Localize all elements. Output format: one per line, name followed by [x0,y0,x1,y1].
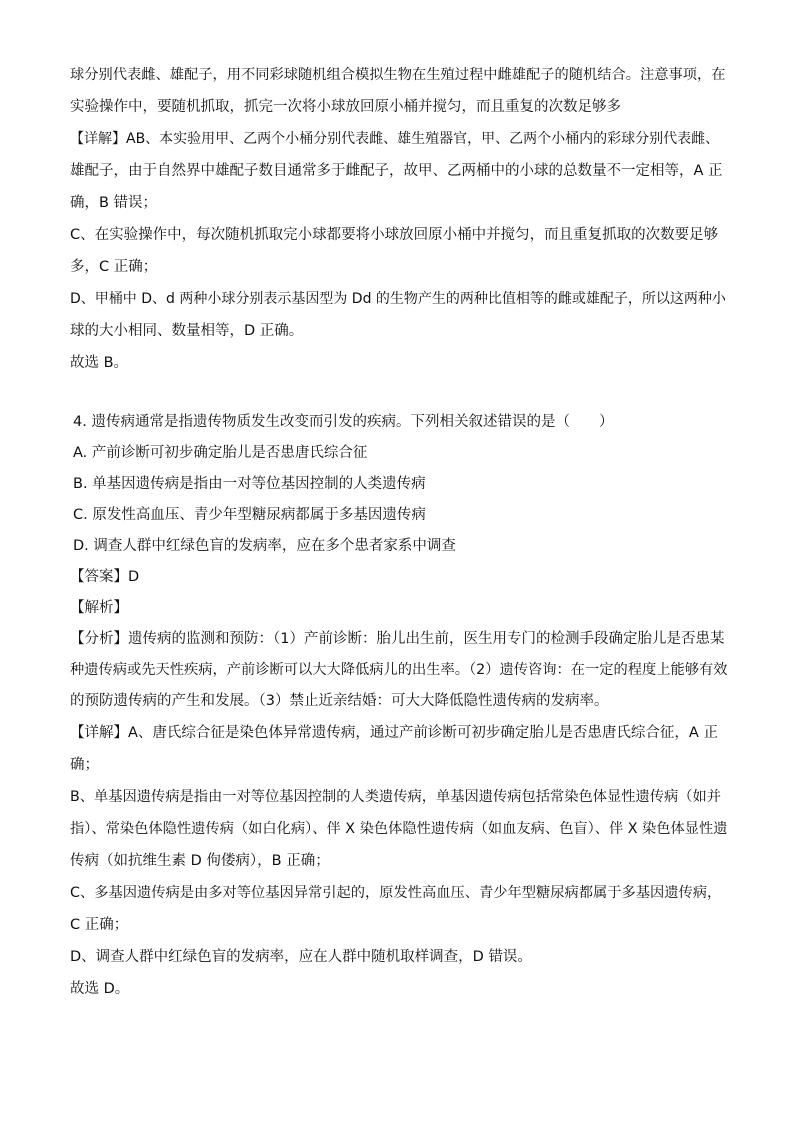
text-line: 故选 B。 [70,355,129,371]
text-line: C、多基因遗传病是由多对等位基因异常引起的，原发性高血压、青少年型糖尿病都属于多基因遗传病， [70,885,722,901]
text-line: 实验操作中，要随机抓取，抓完一次将小球放回原小桶并搅匀，而且重复的次数足够多 [70,99,621,115]
text-line: D、甲桶中 D、d 两种小球分别表示基因型为 Dd 的生物产生的两种比值相等的雌或雄配子，所以这两种小 [70,291,726,307]
text-line: 种遗传病或先天性疾病，产前诊断可以大大降低病儿的出生率。（2）遗传咨询：在一定的程度上能够有效 [70,662,728,678]
text-line: 确； [70,757,99,773]
answer-line: 【答案】D [70,569,140,585]
text-line: B、单基因遗传病是指由一对等位基因控制的人类遗传病，单基因遗传病包括常染色体显性遗传病（如并 [70,789,722,805]
option-c: C. 原发性高血压、青少年型糖尿病都属于多基因遗传病 [73,507,426,523]
option-d: D. 调查人群中红绿色盲的发病率，应在多个患者家系中调查 [73,538,456,554]
text-line: 传病（如抗维生素 D 佝偻病），B 正确； [70,853,330,869]
text-line: 确，B 错误； [70,195,158,211]
question-stem: 4. 遗传病通常是指遗传物质发生改变而引发的疾病。下列相关叙述错误的是（ ） [73,414,614,430]
text-line: 【分析】遗传病的监测和预防：（1）产前诊断：胎儿出生前，医生用专门的检测手段确定胎儿是否患某 [70,631,725,647]
text-line: 雄配子，由于自然界中雄配子数目通常多于雌配子，故甲、乙两桶中的小球的总数量不一定相等，A 正 [70,163,723,179]
text-line: 多，C 正确； [70,259,158,275]
analysis-heading: 【解析】 [70,600,128,616]
option-a: A. 产前诊断可初步确定胎儿是否患唐氏综合征 [73,445,368,461]
text-line: 球分别代表雌、雄配子，用不同彩球随机组合模拟生物在生殖过程中雌雄配子的随机结合。注意事项，在 [70,67,726,83]
text-line: 【详解】AB、本实验用甲、乙两个小桶分别代表雌、雄生殖器官，甲、乙两个小桶内的彩球分别代表雌、 [70,131,720,147]
text-line: D、调查人群中红绿色盲的发病率，应在人群中随机取样调查，D 错误。 [70,949,532,965]
text-line: 的预防遗传病的产生和发展。（3）禁止近亲结婚：可大大降低隐性遗传病的发病率。 [70,693,609,709]
text-line: 指）、常染色体隐性遗传病（如白化病）、伴 X 染色体隐性遗传病（如血友病、色盲）、伴 X 染色体显性遗 [70,821,728,837]
text-line: C 正确； [70,917,129,933]
option-b: B. 单基因遗传病是指由一对等位基因控制的人类遗传病 [73,476,426,492]
text-line: 【详解】A、唐氏综合征是染色体异常遗传病，通过产前诊断可初步确定胎儿是否患唐氏综合征，A 正 [70,725,718,741]
text-line: C、在实验操作中，每次随机抓取完小球都要将小球放回原小桶中并搅匀，而且重复抓取的次数要足够 [70,227,719,243]
text-line: 故选 D。 [70,981,130,997]
text-line: 球的大小相同、数量相等，D 正确。 [70,323,304,339]
